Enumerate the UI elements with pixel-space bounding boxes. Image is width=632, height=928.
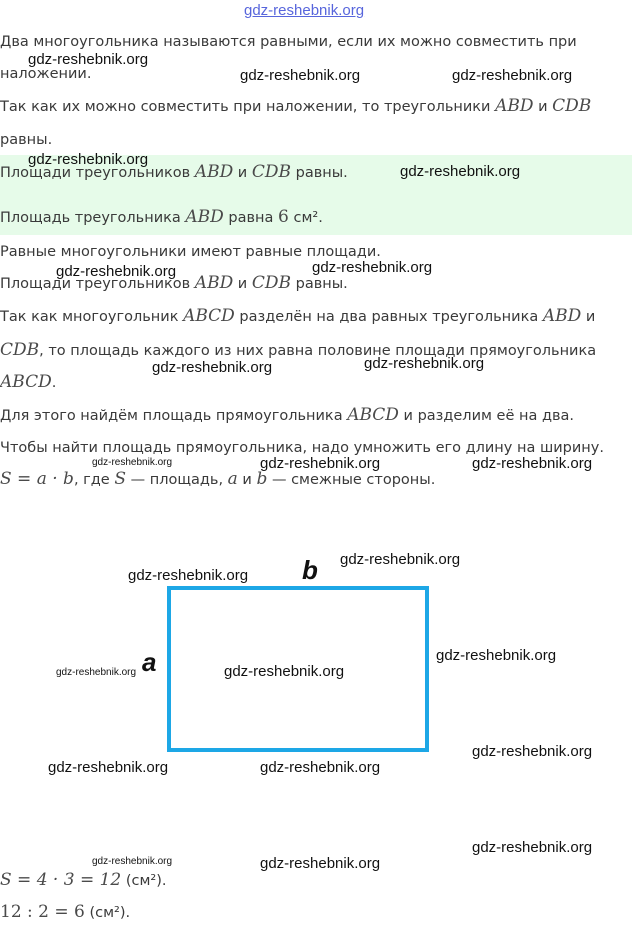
watermark-text: gdz-reshebnik.org xyxy=(28,151,149,168)
watermark-text: gdz-reshebnik.org xyxy=(224,663,345,680)
watermark-text: gdz-reshebnik.org xyxy=(364,355,485,372)
watermark-text: gdz-reshebnik.org xyxy=(48,759,169,776)
watermark-text: gdz-reshebnik.org xyxy=(28,51,149,68)
watermark-text: gdz-reshebnik.org xyxy=(436,647,557,664)
answer-line1: Площади треугольников ABD и CDB равны. xyxy=(0,162,348,182)
watermark-text: gdz-reshebnik.org xyxy=(128,567,249,584)
watermark-text: gdz-reshebnik.org xyxy=(472,455,593,472)
side-label-b: b xyxy=(302,555,318,585)
division-line3: ABCD. xyxy=(0,372,57,392)
answer-line2: Площадь треугольника ABD равна 6 см². xyxy=(0,207,323,227)
watermark-text: gdz-reshebnik.org xyxy=(240,67,361,84)
watermark-text: gdz-reshebnik.org xyxy=(92,457,173,468)
side-label-a: a xyxy=(142,647,157,677)
area-formula: S = a · b, где S — площадь, a и b — смежные стороны. xyxy=(0,469,436,489)
watermark-text: gdz-reshebnik.org xyxy=(260,855,381,872)
division-line1: Так как многоугольник ABCD разделён на два равных треугольника ABD и xyxy=(0,306,596,326)
division-line2: CDB, то площадь каждого из них равна половине площади прямоугольника xyxy=(0,340,597,360)
watermark-text: gdz-reshebnik.org xyxy=(472,839,593,856)
watermark-text: gdz-reshebnik.org xyxy=(56,263,177,280)
site-watermark-top[interactable]: gdz-reshebnik.org xyxy=(244,2,365,19)
watermark-text: gdz-reshebnik.org xyxy=(312,259,433,276)
watermark-text: gdz-reshebnik.org xyxy=(452,67,573,84)
watermark-text: gdz-reshebnik.org xyxy=(400,163,521,180)
watermark-text: gdz-reshebnik.org xyxy=(260,455,381,472)
area-rule: Равные многоугольники имеют равные площади. xyxy=(0,244,381,260)
area-method: Чтобы найти площадь прямоугольника, надо умножить его длину на ширину. xyxy=(0,440,604,456)
triangles-area-equal: Площади треугольников ABD и CDB равны. xyxy=(0,273,348,293)
definition-line2: наложении. xyxy=(0,66,92,82)
half-area-calculation: 12 : 2 = 6 (см²). xyxy=(0,902,131,922)
equality-statement-line2: равны. xyxy=(0,132,53,148)
watermark-text: gdz-reshebnik.org xyxy=(152,359,273,376)
watermark-text: gdz-reshebnik.org xyxy=(472,743,593,760)
watermark-text: gdz-reshebnik.org xyxy=(56,667,137,678)
find-area-step: Для этого найдём площадь прямоугольника ABCD и разделим её на два. xyxy=(0,405,575,425)
watermark-text: gdz-reshebnik.org xyxy=(92,856,173,867)
equality-statement: Так как их можно совместить при наложении, то треугольники ABD и CDB xyxy=(0,96,592,116)
watermark-text: gdz-reshebnik.org xyxy=(260,759,381,776)
definition-line1: Два многоугольника называются равными, если их можно совместить при xyxy=(0,34,577,50)
area-calculation: S = 4 · 3 = 12 (см²). xyxy=(0,870,167,890)
watermark-text: gdz-reshebnik.org xyxy=(340,551,461,568)
